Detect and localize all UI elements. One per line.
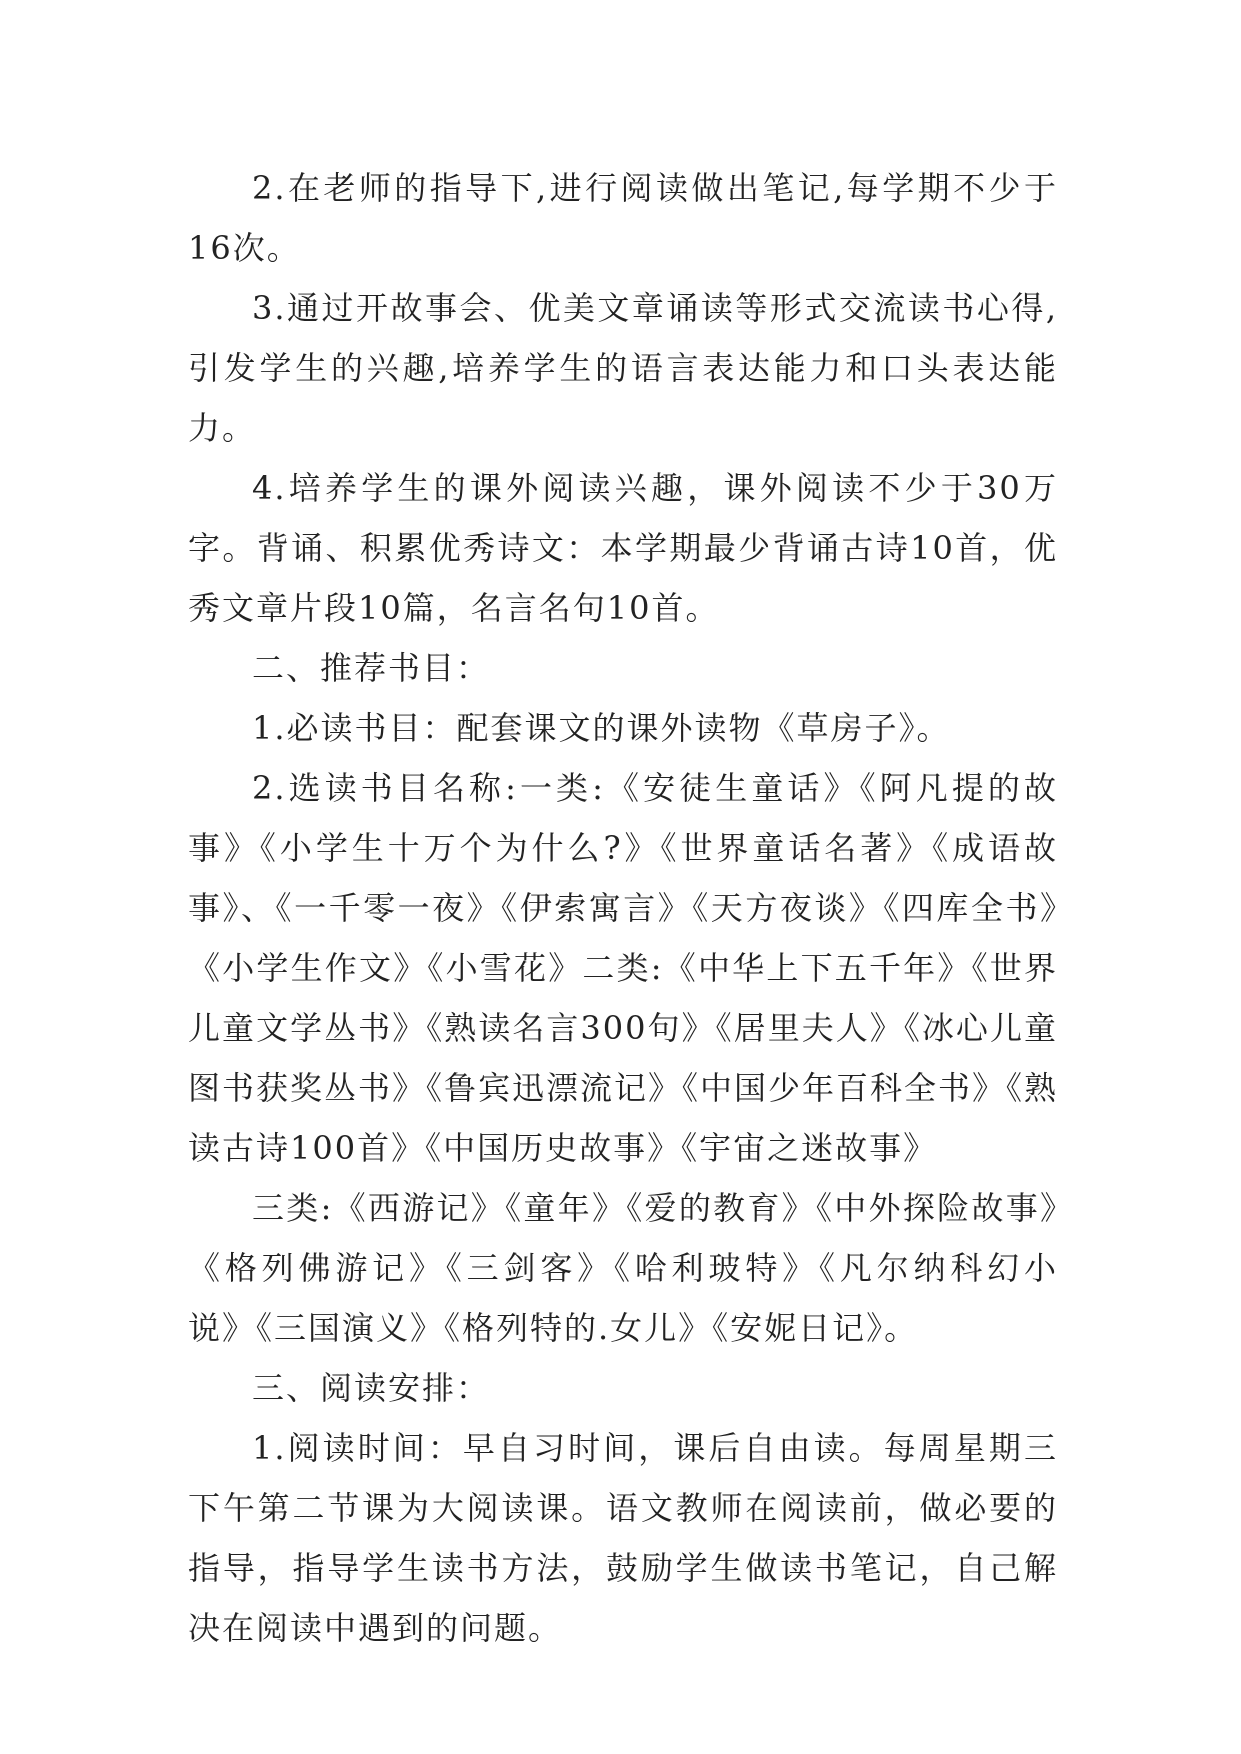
paragraph-reading-notes: 2.在老师的指导下,进行阅读做出笔记,每学期不少于16次。 (188, 169, 1058, 267)
paragraph-reading-time: 1.阅读时间：早自习时间，课后自由读。每周星期三下午第二节课为大阅读课。语文教师在阅读前，做必要的指导，指导学生读书方法，鼓励学生做读书笔记，自己解决在阅读中遇到的问题。 (188, 1429, 1058, 1647)
document-body (188, 158, 1058, 1658)
paragraph-optional-books: 2.选读书目名称:一类:《安徒生童话》《阿凡提的故事》《小学生十万个为什么?》《世界童话名著》《成语故事》、《一千零一夜》《伊索寓言》《天方夜谈》《四库全书》《小学生作文》《小雪花》二类:《中华上下五千年》《世界儿童文学丛书》《熟读名言300句》《居里夫人》《冰心儿童图书获奖丛书》《鲁宾迅漂流记》《中国少年百科全书》《熟读古诗100首》《中国历史故事》《宇宙之迷故事》 (188, 769, 1059, 1167)
section-heading-reading-schedule: 三、阅读安排： (252, 1369, 491, 1407)
section-heading-recommended-books: 二、推荐书目： (252, 649, 491, 687)
paragraph-required-books: 1.必读书目：配套课文的课外读物《草房子》。 (252, 709, 951, 747)
paragraph-category-three-books: 三类:《西游记》《童年》《爱的教育》《中外探险故事》《格列佛游记》《三剑客》《哈利玻特》《凡尔纳科幻小说》《三国演义》《格列特的.女儿》《安妮日记》。 (188, 1189, 1058, 1347)
paragraph-reading-interest: 4.培养学生的课外阅读兴趣，课外阅读不少于30万字。背诵、积累优秀诗文：本学期最少背诵古诗10首，优秀文章片段10篇，名言名句10首。 (188, 469, 1058, 627)
paragraph-story-sharing: 3.通过开故事会、优美文章诵读等形式交流读书心得,引发学生的兴趣,培养学生的语言表达能力和口头表达能力。 (188, 289, 1058, 447)
